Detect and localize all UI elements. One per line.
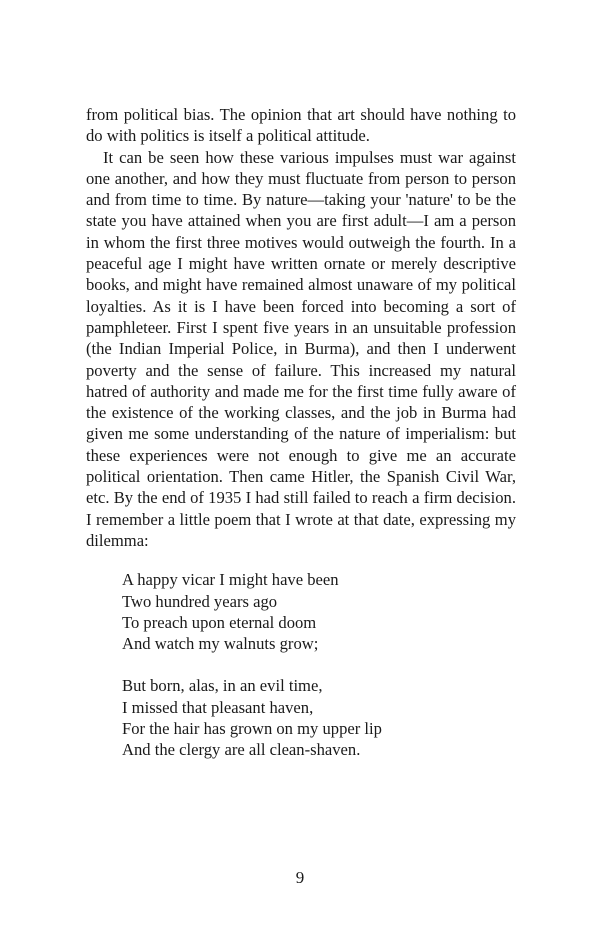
poem-line: And watch my walnuts grow;: [122, 634, 319, 654]
poem-line: A happy vicar I might have been: [122, 570, 339, 590]
poem-stanza-2: [122, 675, 516, 760]
paragraph-continuation: from political bias. The opinion that art should have nothing to do with politics is itself a political attitude.: [86, 105, 516, 146]
poem-stanza-1: [122, 569, 516, 654]
paragraph-main: It can be seen how these various impulses must war against one another, and how they must fluctuate from person to person and from time to time. By nature—taking your 'nature' to be the state you have attained when you are first adult—I am a person in whom the first three motives would outweigh the fourth. In a peaceful age I might have written ornate or merely descriptive books, and might have remained almost unaware of my political loyalties. As it is I have been forced into becoming a sort of pamphleteer. First I spent five years in an unsuitable profession (the Indian Imperial Police, in Burma), and then I underwent poverty and the sense of failure. This increased my natural hatred of authority and made me for the first time fully aware of the existence of the working classes, and the job in Burma had given me some understanding of the nature of imperialism: but these experiences were not enough to give me an accurate political orientation. Then came Hitler, the Spanish Civil War, etc. By the end of 1935 I had still failed to reach a firm decision. I remember a little poem that I wrote at that date, expressing my dilemma:: [86, 147, 516, 550]
page-body: [86, 104, 516, 782]
poem-line: For the hair has grown on my upper lip: [122, 719, 382, 739]
poem-line: And the clergy are all clean-shaven.: [122, 740, 361, 760]
poem-line: But born, alas, in an evil time,: [122, 676, 323, 696]
poem-line: Two hundred years ago: [122, 591, 278, 611]
poem-line: I missed that pleasant haven,: [122, 697, 314, 717]
poem-line: To preach upon eternal doom: [122, 612, 317, 632]
poem: [122, 569, 516, 760]
page-number: 9: [295, 868, 305, 887]
